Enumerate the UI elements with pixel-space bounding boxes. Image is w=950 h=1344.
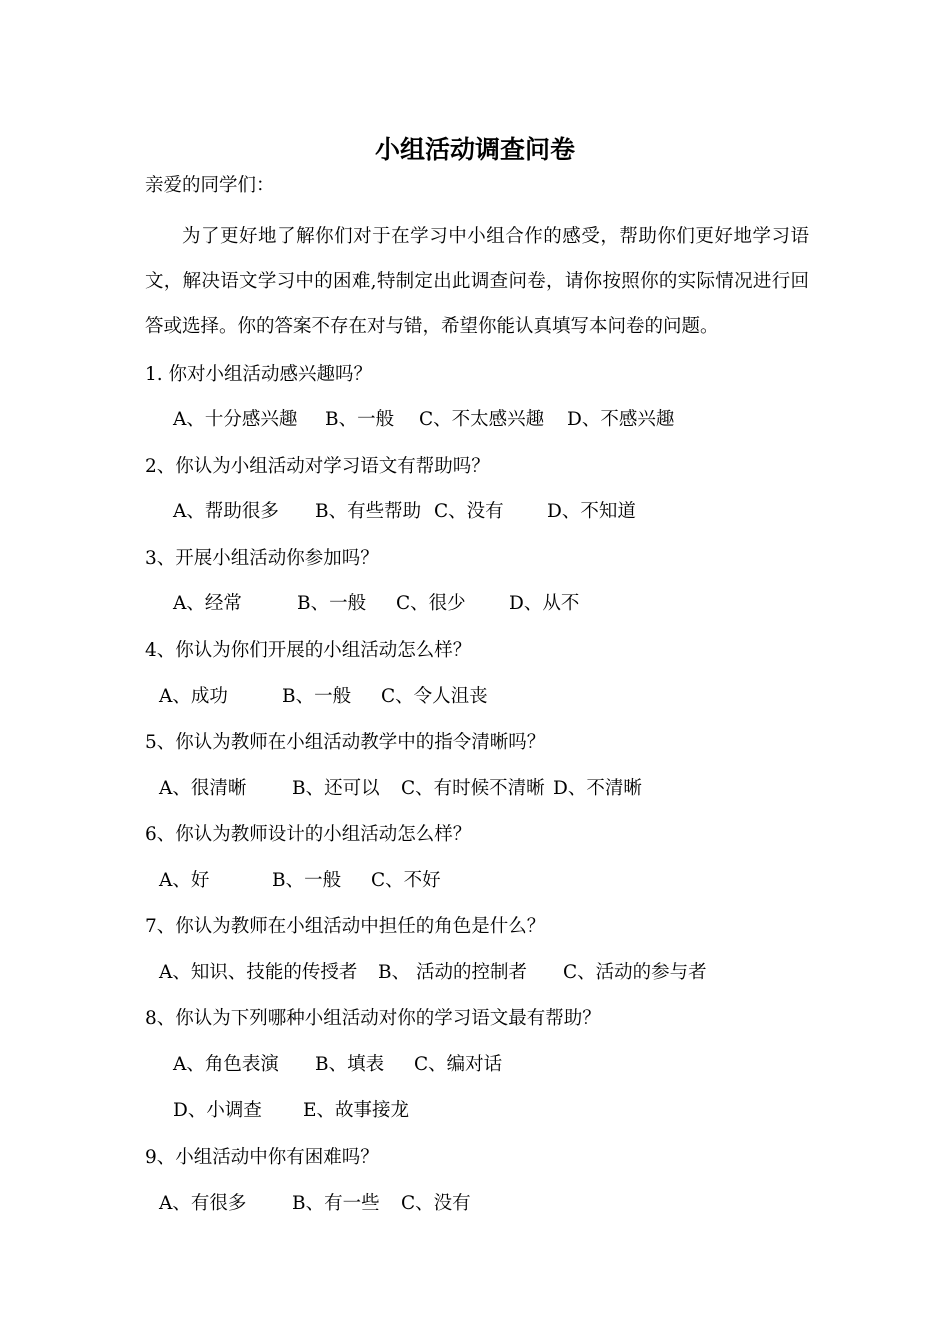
option: B、一般 xyxy=(282,686,352,707)
option: B、有些帮助 xyxy=(315,501,422,522)
option: C、令人沮丧 xyxy=(381,686,488,707)
option: B、一般 xyxy=(272,870,342,891)
option: C、不好 xyxy=(371,870,441,891)
option: C、有时候不清晰 xyxy=(401,778,545,799)
question-8: 8、你认为下列哪种小组活动对你的学习语文最有帮助？ xyxy=(145,1008,601,1029)
option: C、很少 xyxy=(396,593,466,614)
option: A、好 xyxy=(159,870,210,891)
option: A、帮助很多 xyxy=(173,501,279,522)
option: A、成功 xyxy=(159,686,228,707)
option: C、活动的参与者 xyxy=(563,962,707,983)
option: A、很清晰 xyxy=(159,778,247,799)
option: C、没有 xyxy=(434,501,504,522)
option: B、一般 xyxy=(297,593,367,614)
option: C、不太感兴趣 xyxy=(419,409,545,430)
option: B、还可以 xyxy=(292,778,380,799)
option: D、小调查 xyxy=(173,1100,262,1121)
question-5: 5、你认为教师在小组活动教学中的指令清晰吗？ xyxy=(145,732,546,753)
option: B、 活动的控制者 xyxy=(378,962,527,983)
option: C、没有 xyxy=(401,1193,471,1214)
option: D、不知道 xyxy=(547,501,636,522)
greeting: 亲爱的同学们： xyxy=(145,175,275,196)
option: A、十分感兴趣 xyxy=(173,409,298,430)
option: C、编对话 xyxy=(414,1054,503,1075)
intro-paragraph: 为了更好地了解你们对于在学习中小组合作的感受，帮助你们更好地学习语文，解决语文学习中的困难,特制定出此调查问卷，请你按照你的实际情况进行回答或选择。你的答案不存在对与错，希望你能认真填写本问卷的问题。 xyxy=(145,226,809,337)
option: A、经常 xyxy=(173,593,242,614)
option: B、填表 xyxy=(315,1054,385,1075)
option: B、有一些 xyxy=(292,1193,380,1214)
option: A、有很多 xyxy=(159,1193,247,1214)
option: A、角色表演 xyxy=(173,1054,279,1075)
question-4: 4、你认为你们开展的小组活动怎么样？ xyxy=(145,640,472,661)
option: D、不感兴趣 xyxy=(567,409,675,430)
question-6: 6、你认为教师设计的小组活动怎么样？ xyxy=(145,824,472,845)
question-9: 9、小组活动中你有困难吗？ xyxy=(145,1147,379,1168)
option: A、知识、技能的传授者 xyxy=(159,962,358,983)
question-2: 2、你认为小组活动对学习语文有帮助吗？ xyxy=(145,456,490,477)
question-1: 1. 你对小组活动感兴趣吗？ xyxy=(145,364,373,385)
option: E、故事接龙 xyxy=(303,1100,410,1121)
question-7: 7、你认为教师在小组活动中担任的角色是什么？ xyxy=(145,916,546,937)
option: D、不清晰 xyxy=(553,778,642,799)
option: B、一般 xyxy=(325,409,395,430)
option: D、从不 xyxy=(509,593,580,614)
question-3: 3、开展小组活动你参加吗？ xyxy=(145,548,379,569)
page-title: 小组活动调查问卷 xyxy=(374,135,575,164)
